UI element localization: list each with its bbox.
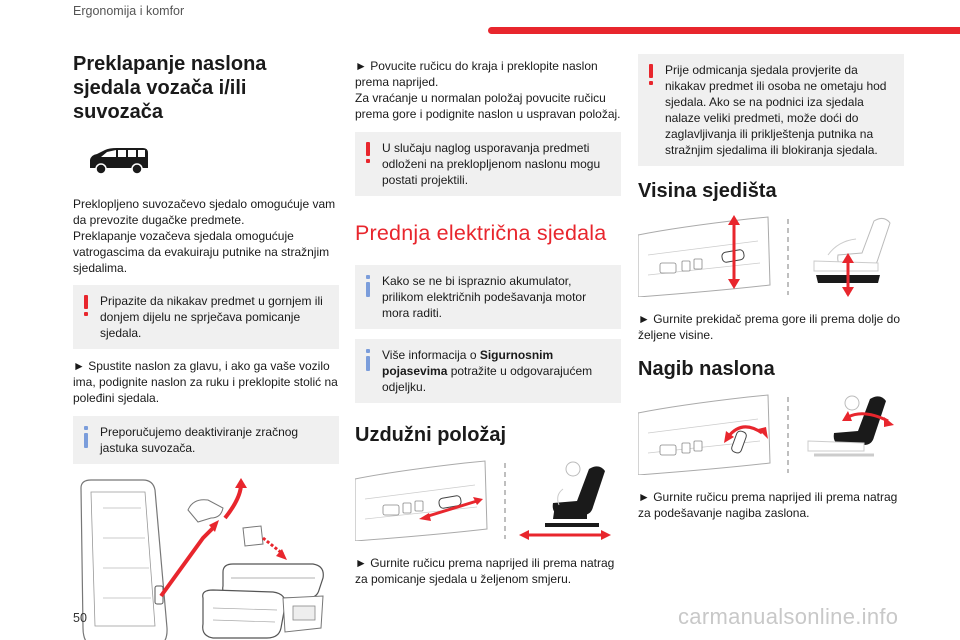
column-3 xyxy=(638,52,904,521)
caption-backrest-tilt: ► Gurnite ručicu prema naprijed ili prema natrag za podešavanje nagiba zaslona. xyxy=(638,490,898,520)
info-icon xyxy=(364,275,373,297)
info-icon xyxy=(82,426,91,448)
step-return-position: Za vraćanje u normalan položaj povucite ručicu prema gore i podignite naslon u uspravan položaj. xyxy=(355,91,621,121)
page-number: 50 xyxy=(73,611,87,625)
running-header: Ergonomija i komfor xyxy=(73,4,185,18)
section-title-folding: Preklapanje naslona sjedala vozača i/ili suvozača xyxy=(73,53,267,123)
info-text: Više informacija o Sigurnosnim pojasevima potražite u odgovarajućem odjeljku. xyxy=(382,348,593,394)
seat-height-illustration xyxy=(638,215,904,297)
warning-box-obstruction xyxy=(73,285,339,349)
info-box-battery xyxy=(355,265,621,329)
subsection-title-seat-height: Visina sjedišta xyxy=(638,180,777,202)
info-box-airbag xyxy=(73,416,339,464)
info-box-seatbelts xyxy=(355,339,621,403)
header-accent-bar xyxy=(488,27,960,34)
van-icon xyxy=(87,146,339,176)
subsection-title-longitudinal: Uzdužni položaj xyxy=(355,424,507,446)
warning-text: U slučaju naglog usporavanja predmeti odloženi na preklopljenom naslonu mogu postati projektili. xyxy=(382,141,601,187)
longitudinal-adjust-illustration xyxy=(355,459,621,541)
step-pull-lever: ► Povucite ručicu do kraja i preklopite naslon prema naprijed. xyxy=(355,59,598,89)
warning-box-seat-travel xyxy=(638,54,904,166)
caption-longitudinal: ► Gurnite ručicu prema naprijed ili prema natrag za pomicanje sjedala u željenom smjeru. xyxy=(355,556,615,586)
info-text: Preporučujemo deaktiviranje zračnog jastuka suvozača. xyxy=(100,425,299,455)
warning-text: Pripazite da nikakav predmet u gornjem ili donjem dijelu ne sprječava pomicanje sjedala. xyxy=(100,294,323,340)
intro-paragraph-1: Preklopljeno suvozačevo sjedalo omogućuje vam da prevozite dugačke predmete. xyxy=(73,197,336,227)
step-headrest: ► Spustite naslon za glavu, i ako ga vaše vozilo ima, podignite naslon za ruku i preklopite stolić na poleđini sjedala. xyxy=(73,359,338,405)
watermark: carmanualsonline.info xyxy=(678,604,899,629)
column-1 xyxy=(73,52,339,640)
info-text: Kako se ne bi ispraznio akumulator, prilikom električnih podešavanja motor mora raditi. xyxy=(382,274,587,320)
section-title-electric-seats: Prednja električna sjedala xyxy=(355,221,607,245)
info-icon xyxy=(364,349,373,371)
column-2 xyxy=(355,52,621,587)
warning-text: Prije odmicanja sjedala provjerite da nikakav predmet ili osoba ne ometaju hod sjedala. Ako se na podnici iza sjedala nalaze veliki predmeti, može doći do zaglavljivanja ili priklještenja putnika na stražnjim sjedalima ili blokiranja sjedala. xyxy=(665,63,887,157)
caption-seat-height: ► Gurnite prekidač prema gore ili prema dolje do željene visine. xyxy=(638,312,901,342)
warning-box-deceleration xyxy=(355,132,621,196)
warning-exclamation-icon xyxy=(647,64,656,86)
folding-seat-illustration xyxy=(73,478,339,640)
warning-exclamation-icon xyxy=(82,295,91,317)
intro-paragraph-2: Preklapanje vozačeva sjedala omogućuje vatrogascima da evakuiraju putnike na stražnjim sjedalima. xyxy=(73,229,330,275)
warning-exclamation-icon xyxy=(364,142,373,164)
backrest-tilt-illustration xyxy=(638,393,904,475)
subsection-title-backrest-tilt: Nagib naslona xyxy=(638,358,775,380)
